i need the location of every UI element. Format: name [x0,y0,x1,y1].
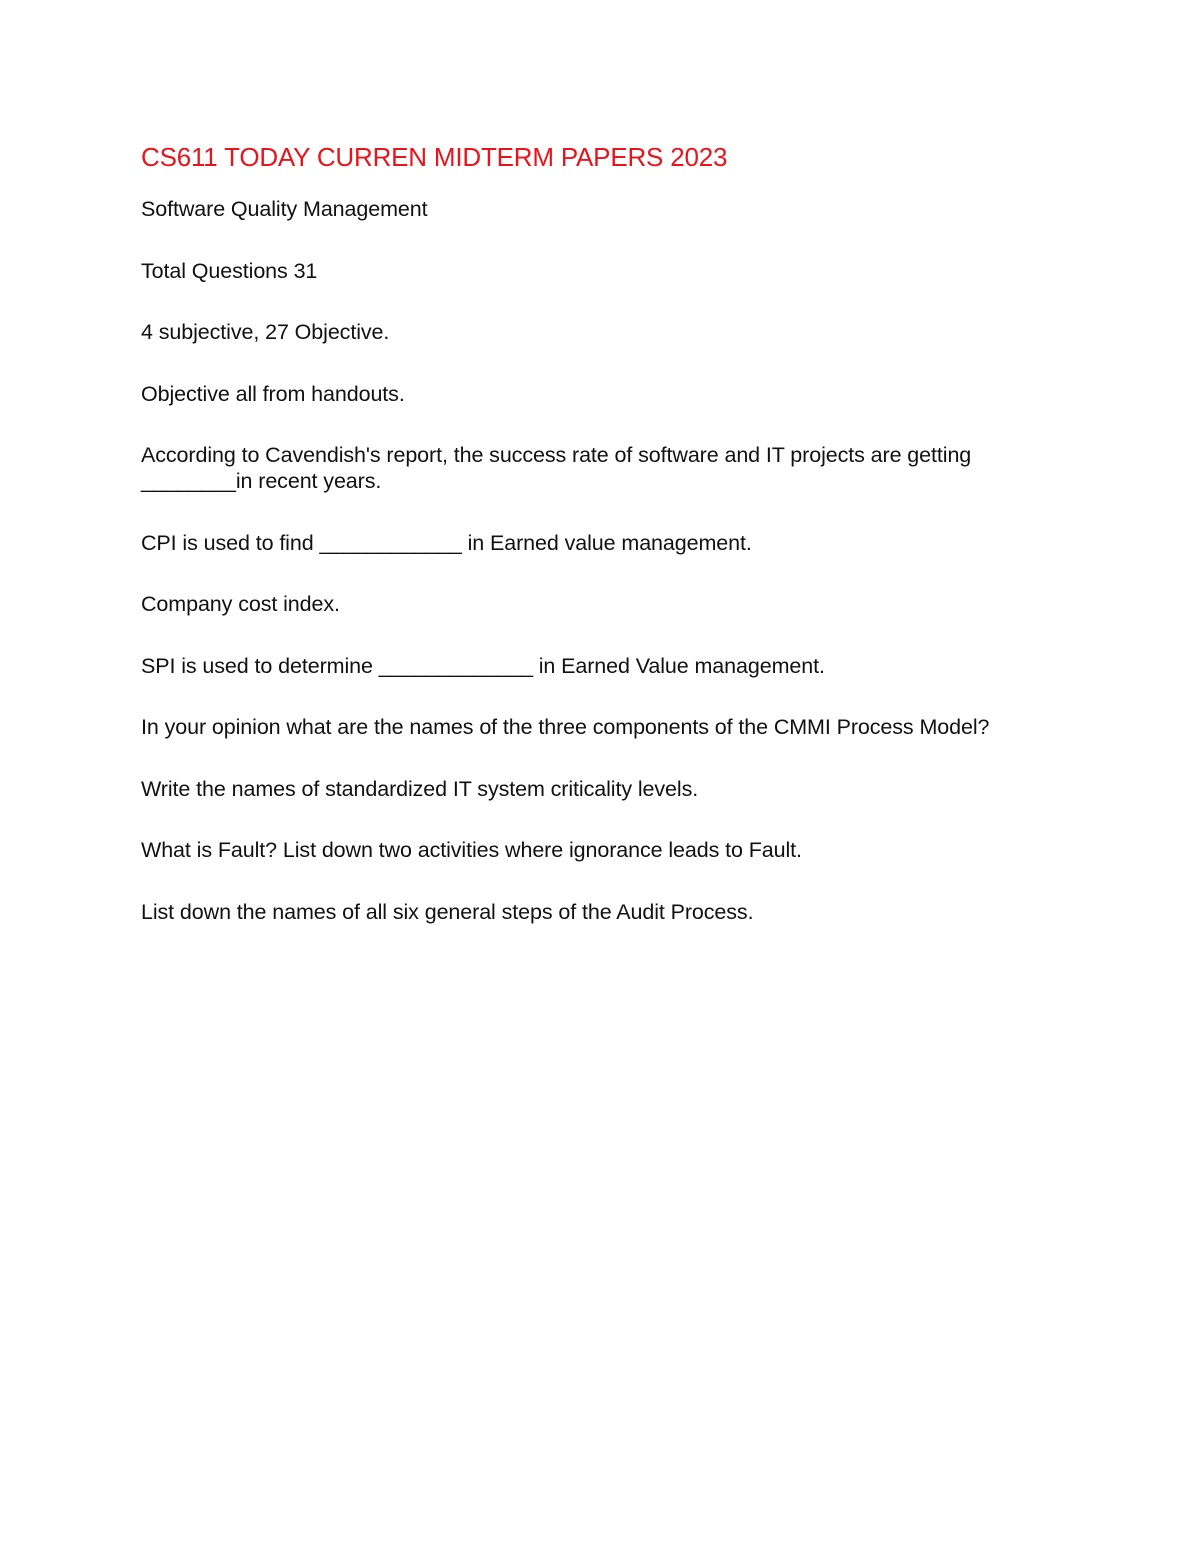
question-criticality: Write the names of standardized IT system criticality levels. [141,776,699,801]
question-spi: SPI is used to determine _____________ in Earned Value management. [141,653,825,678]
question-fault: What is Fault? List down two activities where ignorance leads to Fault. [141,838,802,862]
question-cavendish [141,442,1061,494]
question-cpi: CPI is used to find ____________ in Earned value management. [141,530,752,555]
document-body [141,140,1061,960]
question-cavendish-line-2: ________in recent years. [141,469,382,493]
page-title: CS611 TODAY CURREN MIDTERM PAPERS 2023 [141,142,728,172]
question-cmmi: In your opinion what are the names of the three components of the CMMI Process Model? [141,715,990,739]
question-breakdown-line: 4 subjective, 27 Objective. [141,320,390,344]
total-questions-line: Total Questions 31 [141,258,318,283]
question-cavendish-line-1: According to Cavendish's report, the success rate of software and IT projects are getting [141,443,972,467]
objective-note-line: Objective all from handouts. [141,381,405,406]
question-audit: List down the names of all six general steps of the Audit Process. [141,899,754,924]
answer-cpi: Company cost index. [141,592,340,616]
subject-line: Software Quality Management [141,197,428,221]
